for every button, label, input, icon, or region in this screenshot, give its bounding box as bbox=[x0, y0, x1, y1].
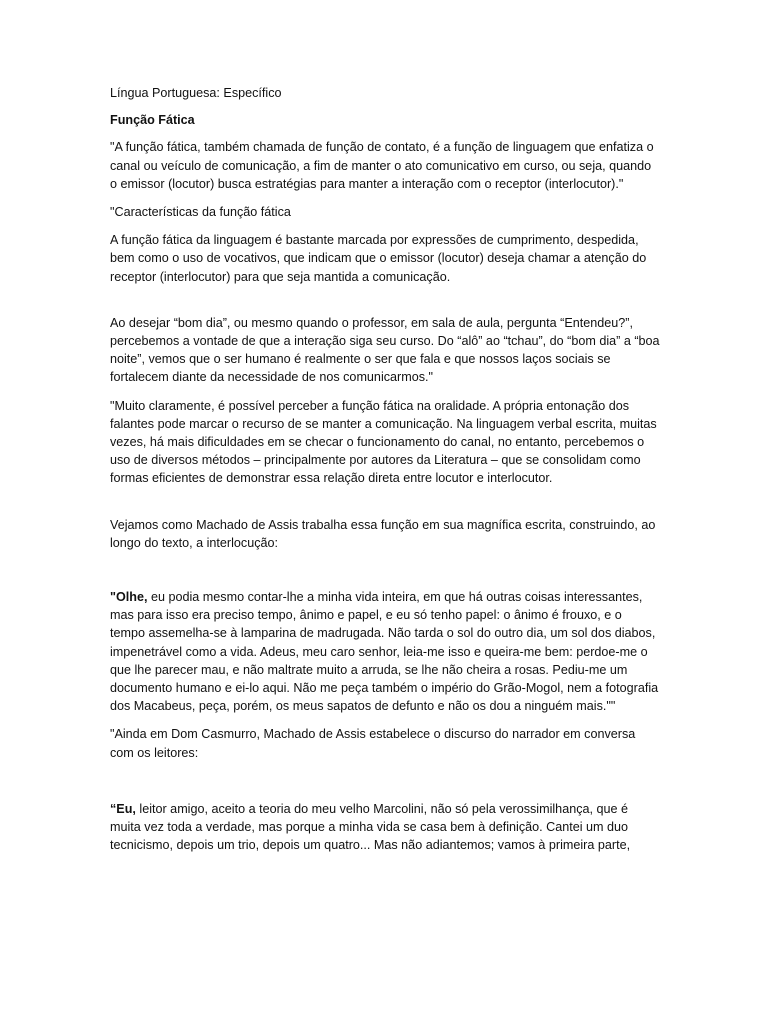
quote-1-opening: "Olhe, bbox=[110, 590, 148, 605]
paragraph-definition: "A função fática, também chamada de função de contato, é a função de linguagem que enfatiza o canal ou veículo de comunicação, a fim de manter o ato comunicativo em curso, ou seja, quando o emissor (locutor) busca estratégias para manter a interação com o receptor (interlocutor)." bbox=[110, 140, 654, 191]
quote-2-text: leitor amigo, aceito a teoria do meu velho Marcolini, não só pela verossimilhança, que é muita vez toda a verdade, mas porque a minha vida se casa bem à definição. Cantei um duo tecnicismo, depois um trio, depois um quatro... Mas não adiantemos; vamos à primeira parte, bbox=[110, 801, 631, 853]
paragraph-examples: Ao desejar “bom dia”, ou mesmo quando o professor, em sala de aula, pergunta “Entendeu?”, percebemos a vontade de que a interação siga seu curso. Do “alô” ao “tchau”, do “bom dia” a “boa noite”, vemos que o ser humano é realmente o ser que fala e que nossos laços sociais se fortalecem diante da necessidade de nos comunicarmos." bbox=[110, 315, 660, 385]
paragraph-machado-intro: Vejamos como Machado de Assis trabalha essa função em sua magnífica escrita, construindo, ao longo do texto, a interlocução: bbox=[110, 517, 656, 550]
spacer bbox=[110, 296, 660, 314]
paragraph-characteristics-heading: "Características da função fática bbox=[110, 205, 291, 220]
document-body bbox=[110, 84, 660, 865]
paragraph-characteristics: A função fática da linguagem é bastante marcada por expressões de cumprimento, despedida, bem como o uso de vocativos, que indicam que o emissor (locutor) deseja chamar a atenção do receptor (interlocutor) para que seja mantida a comunicação. bbox=[110, 233, 647, 284]
quote-2-opening: “Eu, bbox=[110, 801, 136, 816]
quote-machado-1 bbox=[110, 588, 660, 715]
quote-1-text: eu podia mesmo contar-lhe a minha vida inteira, em que há outras coisas interessantes, mas para isso era preciso tempo, ânimo e papel, e eu só tenho papel: o ânimo é frouxo, e o tempo assemelha-se à lamparina de madrugada. Não tarda o sol do outro dia, um sol dos diabos, impenetrável como a vida. Adeus, meu caro senhor, leia-me isso e queira-me bem: perdoe-me o que lhe parecer mau, e não maltrate muito a arruda, se lhe não cheira a rosas. Pediu-me um documento humano e ei-lo aqui. Não me peça também o império do Grão-Mogol, nem a fotografia dos Macabeus, peça, porém, os meus sapatos de defunto e não os dou a ninguém mais."" bbox=[110, 590, 659, 714]
quote-machado-2 bbox=[110, 800, 660, 855]
document-title: Função Fática bbox=[110, 113, 195, 128]
paragraph-orality: "Muito claramente, é possível perceber a função fática na oralidade. A própria entonação dos falantes pode marcar o recurso de se manter a comunicação. Na linguagem verbal escrita, muitas vezes, há mais dificuldades em se checar o funcionamento do canal, no entanto, percebemos o uso de diversos métodos – principalmente por autores da Literatura – que se consolidam como formas eficientes de demonstrar essa relação direta entre locutor e interlocutor. bbox=[110, 398, 657, 486]
spacer bbox=[110, 498, 660, 516]
paragraph-dom-casmurro: "Ainda em Dom Casmurro, Machado de Assis estabelece o discurso do narrador em conversa com os leitores: bbox=[110, 727, 636, 760]
spacer bbox=[110, 562, 660, 588]
spacer bbox=[110, 772, 660, 800]
document-subject: Língua Portuguesa: Específico bbox=[110, 86, 282, 100]
